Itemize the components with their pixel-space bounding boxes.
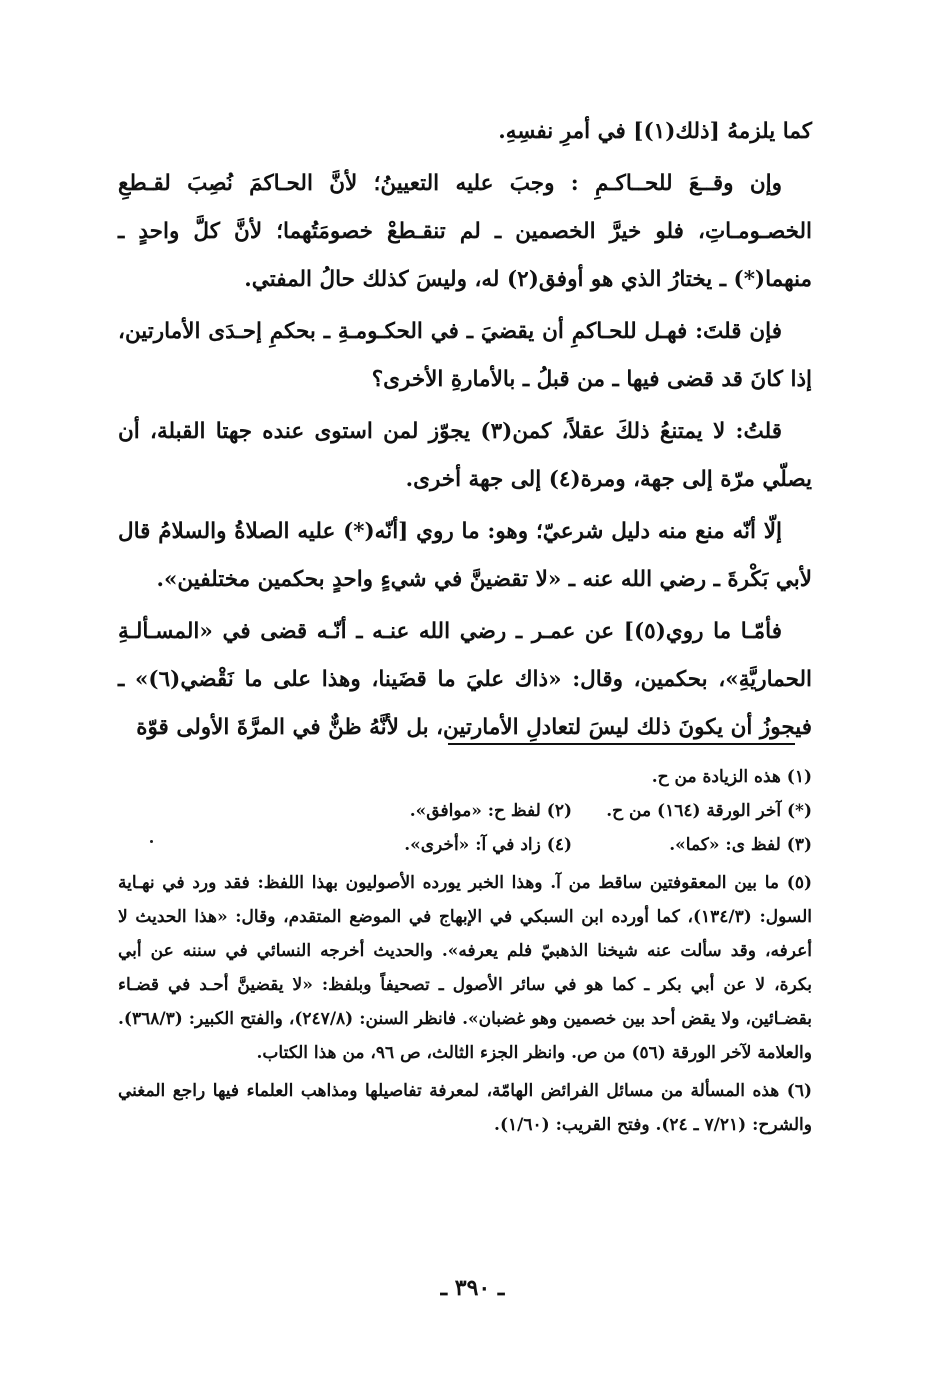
main-text — [118, 108, 812, 756]
paragraph-5: إلّا أنّه منع منه دليل شرعيّ؛ وهو: ما روي [أنّه(*) عليه الصلاةُ والسلامُ قال لأبي بَكْرةَ ـ رضي الله عنه ـ «لا تقضينَّ في شيءٍ واحدٍ بحكمين مختلفين». — [118, 519, 812, 592]
page-number: ـ ٣٩٠ ـ — [440, 1275, 505, 1301]
footnote-6: (٦) هذه المسألة من مسائل الفرائض الهامّة، لمعرفة تفاصيلها ومذاهب العلماء فيها راجع المغني والشرح: (٧/٢١ ـ ٢٤). وفتح القريب: (١/٦٠). — [118, 1081, 812, 1135]
footnote-1: (١) هذه الزيادة من ح. — [651, 767, 812, 787]
footnote-4: (٤) زاد في آ: «أخرى». — [404, 835, 572, 855]
paragraph-4: قلتُ: لا يمتنعُ ذلكَ عقلاً، كمن(٣) يجوّز لمن استوى عنده جهتا القبلة، أن يصلّي مرّة إلى جهة، ومرة(٤) إلى جهة أخرى. — [118, 419, 812, 492]
footnote-row-3 — [118, 828, 812, 862]
footnote-3: (٣) لفظ ى: «كما». — [669, 835, 812, 855]
footnotes — [118, 760, 812, 1142]
footnote-star: (*) آخر الورقة (١٦٤) من ح. — [606, 801, 812, 821]
paragraph-3: فإن قلتَ: فهـل للحـاكمِ أن يقضيَ ـ في الحكـومـةِ ـ بحكمِ إحـدَى الأمارتين، إذا كانَ قد قضى فيها ـ من قبلُ ـ بالأمارةِ الأخرى؟ — [118, 319, 812, 392]
footnote-row-2 — [118, 794, 812, 828]
footnote-2: (٢) لفظ ح: «موافق». — [409, 801, 572, 821]
paragraph-2: وإن وقــعَ للحــاكـمِ : وجبَ عليه التعيينُ؛ لأنَّ الحـاكمَ نُصِبَ لقـطعِ الخصـومـاتِ، فلو خيرَّ الخصمين ـ لم تنقـطعْ خصومَتُهما؛ لأنَّ كلَّ واحدٍ ـ منهما(*) ـ يختارُ الذي هو أوفق(٢) له، وليسَ كذلك حالُ المفتي. — [118, 171, 812, 292]
scan-speck — [150, 840, 153, 843]
paragraph-6: فأمّـا ما روي(٥)] عن عمـر ـ رضي الله عنـه ـ أنّـه قضى في «المسـألـةِ الحماريَّةِ»، بحكمين، وقال: «ذاك عليَ ما قضَينا، وهذا على ما نَقْضي(٦)» ـ فيجوزُ أن يكونَ ذلك ليسَ لتعادلِ الأمارتين، بل لأنَّهُ ظنٌّ في المرَّةَ الأولى قوّة — [118, 619, 812, 740]
footnote-5: (٥) ما بين المعقوفتين ساقط من آ. وهذا الخبر يورده الأصوليون بهذا اللفظ: فقد ورد في نهـاية السول: (١٣٤/٣)، كما أورده ابن السبكي في الإبهاج في الموضع المتقدم، وقال: «هذا الحديث لا أعرفه، وقد سألت عنه شيخنا الذهبيّ فلم يعرفه». والحديث أخرجه النسائي في سننه عن أبي بكرة، لا عن أبي بكر ـ كما هو في سائر الأصول ـ تصحيفاً وبلفظ: «لا يقضينَّ أحـد في قضـاء بقضـائين، ولا يقض أحد بين خصمين وهو غضبان». فانظر السنن: (٢٤٧/٨)، والفتح الكبير: (٣٦٨/٣). والعلامة لآخر الورقة (٥٦) من ص. وانظر الجزء الثالث، ص ٩٦، من هذا الكتاب. — [118, 873, 812, 1063]
paragraph-1: كما يلزمهُ [ذلك(١)] في أمرِ نفسِهِ. — [498, 119, 812, 144]
footnote-divider — [448, 743, 795, 745]
